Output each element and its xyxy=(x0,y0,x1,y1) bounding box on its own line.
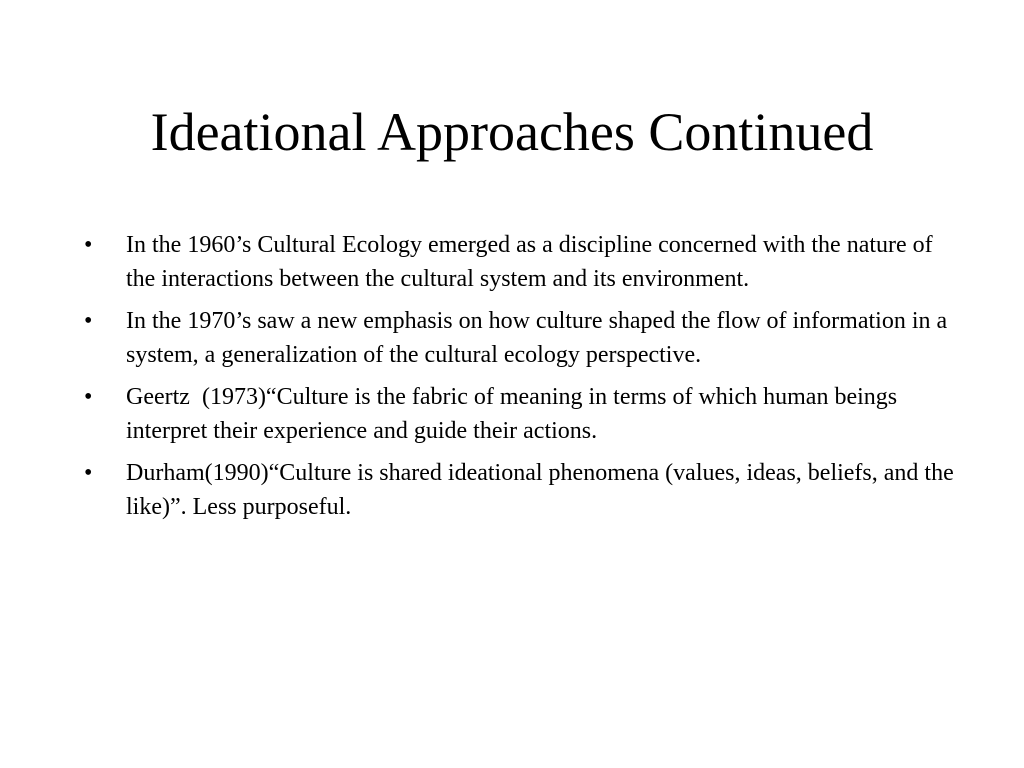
bullet-item xyxy=(84,228,954,296)
bullet-list xyxy=(84,228,954,532)
slide-title: Ideational Approaches Continued xyxy=(150,102,874,162)
bullet-text: Geertz (1973)“Culture is the fabric of meaning in terms of which human beings interpret their experience and guide their actions. xyxy=(126,384,904,444)
bullet-icon: • xyxy=(84,384,93,410)
bullet-text: In the 1960’s Cultural Ecology emerged as a discipline concerned with the nature of the interactions between the cultural system and its environment. xyxy=(126,232,933,292)
bullet-icon: • xyxy=(84,308,93,334)
bullet-icon: • xyxy=(84,460,93,486)
bullet-text: Durham(1990)“Culture is shared ideational phenomena (values, ideas, beliefs, and the like)”. Less purposeful. xyxy=(126,460,954,520)
bullet-item xyxy=(84,456,954,524)
bullet-item xyxy=(84,304,954,372)
bullet-item xyxy=(84,380,954,448)
bullet-icon: • xyxy=(84,232,93,258)
bullet-text: In the 1970’s saw a new emphasis on how culture shaped the flow of information in a system, a generalization of the cultural ecology perspective. xyxy=(126,308,948,368)
